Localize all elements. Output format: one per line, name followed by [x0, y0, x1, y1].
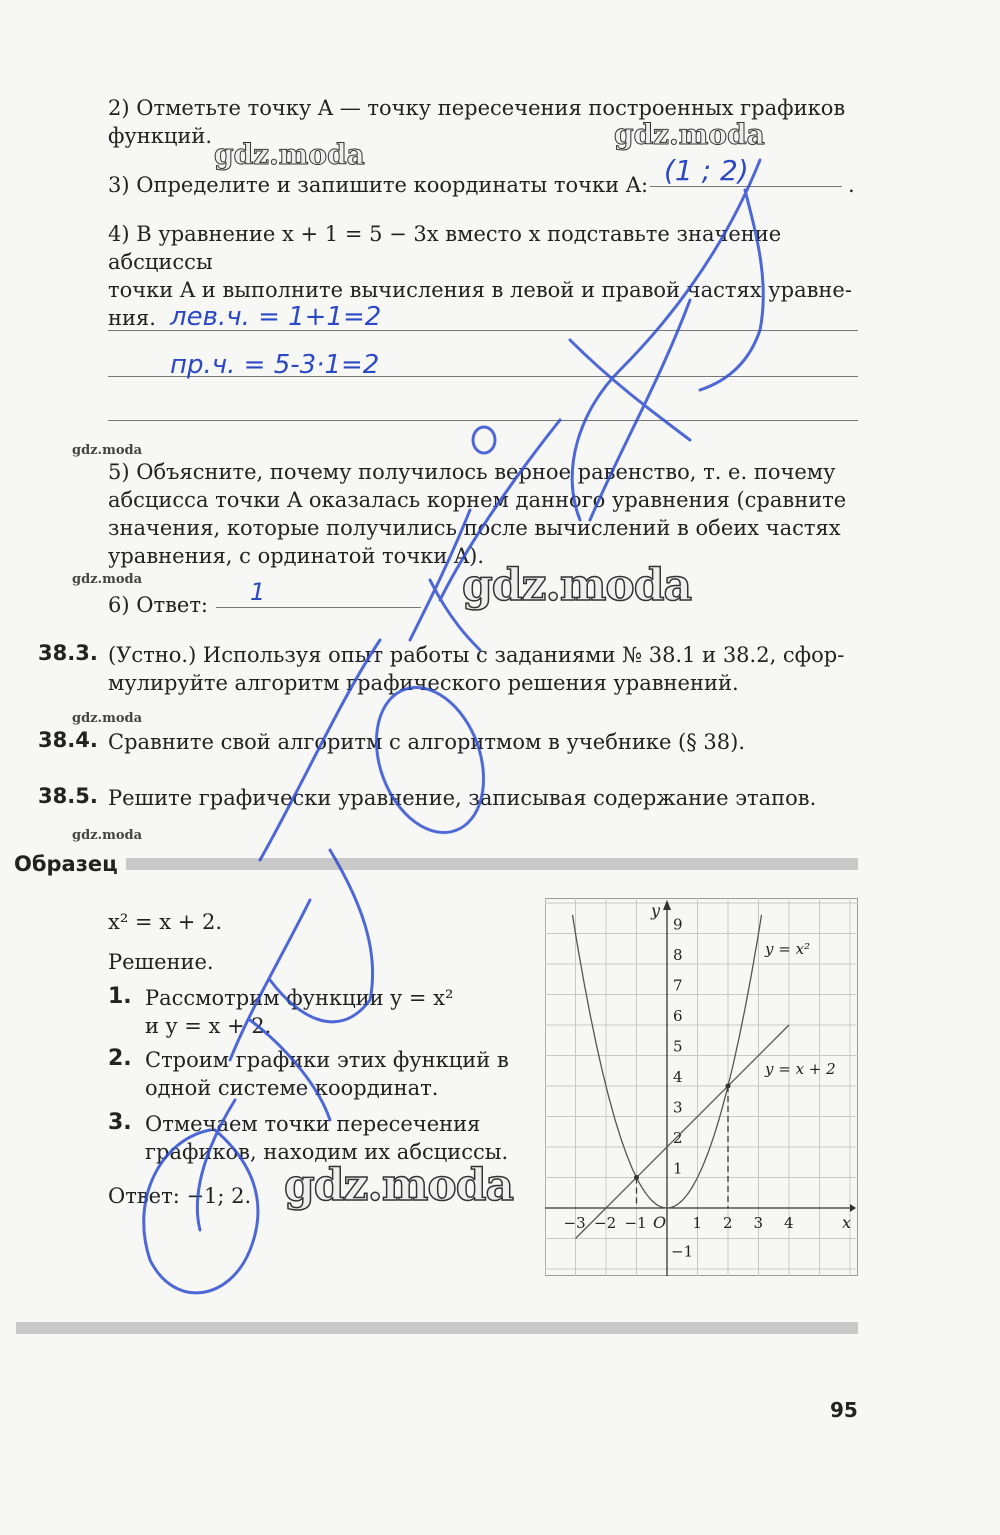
- watermark: gdz.moda: [614, 118, 765, 151]
- page-number: 95: [830, 1398, 858, 1422]
- watermark: gdz.moda: [72, 572, 143, 587]
- watermark: gdz.moda: [72, 443, 143, 458]
- watermark: gdz.moda: [284, 1160, 514, 1211]
- step-line: графиков, находим их абсциссы.: [145, 1140, 509, 1164]
- x-tick-label: 2: [723, 1214, 733, 1232]
- x-tick-label: 3: [753, 1214, 764, 1232]
- sample-answer: Ответ: −1; 2.: [108, 1184, 252, 1208]
- scribble-stroke: [590, 300, 690, 520]
- step5-line1: 5) Объясните, почему получилось верное равенство, т. е. почему: [108, 460, 836, 484]
- step5-line2: абсцисса точки A оказалась корнем данного уравнения (сравните: [108, 488, 847, 512]
- x-tick-label: −1: [624, 1214, 647, 1232]
- origin-label: O: [653, 1213, 667, 1232]
- y-tick-label: 8: [673, 946, 683, 964]
- y-tick-label: −1: [671, 1242, 694, 1261]
- scribble-stroke: [260, 640, 380, 860]
- step-line: Рассмотрим функции y = x²: [145, 986, 454, 1010]
- x-tick-label: 1: [692, 1214, 703, 1232]
- scribble-stroke: [250, 1020, 330, 1120]
- x-tick-label: −3: [563, 1214, 586, 1232]
- y-tick-label: 3: [673, 1098, 683, 1117]
- handwritten-answer: 1: [250, 578, 266, 606]
- step2-line1: 2) Отметьте точку A — точку пересечения построенных графиков: [108, 96, 846, 120]
- handwritten-right-side: пр.ч. = 5-3·1=2: [170, 350, 380, 380]
- sample-equation: x² = x + 2.: [108, 910, 223, 934]
- step-number: 1.: [108, 984, 132, 1009]
- exercise-line: мулируйте алгоритм графического решения уравнений.: [108, 671, 739, 695]
- y-tick-label: 9: [673, 915, 683, 934]
- y-tick-label: 2: [673, 1129, 683, 1147]
- y-tick-label: 4: [673, 1068, 683, 1086]
- sample-solution-label: Решение.: [108, 950, 214, 974]
- exercise-line: (Устно.) Используя опыт работы с заданиями № 38.1 и 38.2, сфор-: [108, 643, 845, 667]
- sample-title: Образец: [14, 852, 126, 876]
- y-axis-label: y: [651, 901, 661, 920]
- step4-line3: ния.: [108, 306, 156, 330]
- period: .: [848, 173, 855, 197]
- exercise-number: 38.4.: [38, 728, 98, 752]
- exercise-38-5: Решите графически уравнение, записывая содержание этапов.: [108, 786, 817, 810]
- step-number: 3.: [108, 1110, 132, 1135]
- y-tick-label: 5: [673, 1037, 683, 1056]
- watermark: gdz.moda: [72, 828, 143, 843]
- scribble-stroke: [570, 340, 690, 440]
- x-axis-label: x: [842, 1213, 852, 1232]
- step-number: 2.: [108, 1046, 132, 1071]
- line-label: y = x + 2: [765, 1060, 836, 1078]
- scribble-stroke: [430, 580, 480, 650]
- exercise-38-4: Сравните свой алгоритм с алгоритмом в учебнике (§ 38).: [108, 730, 746, 754]
- step5-line3: значения, которые получились после вычислений в обеих частях: [108, 516, 841, 540]
- step3-text: 3) Определите и запишите координаты точки A:: [108, 173, 649, 197]
- step2-line2: функций.: [108, 124, 213, 148]
- scribble-stroke: [440, 420, 560, 600]
- exercise-number: 38.3.: [38, 641, 98, 665]
- y-tick-label: 7: [673, 976, 683, 995]
- handwritten-left-side: лев.ч. = 1+1=2: [170, 302, 382, 332]
- step6-text: 6) Ответ:: [108, 593, 209, 617]
- exercise-number: 38.5.: [38, 784, 98, 808]
- step4-line2: точки A и выполните вычисления в левой и правой частях уравне-: [108, 278, 852, 302]
- y-tick-label: 6: [673, 1007, 683, 1025]
- watermark: gdz.moda: [462, 560, 692, 611]
- scribble-stroke: [410, 510, 470, 640]
- handwritten-coordinates: (1 ; 2): [664, 154, 749, 187]
- parabola-label: y = x²: [765, 940, 811, 958]
- scribble-stroke: [144, 1130, 258, 1293]
- x-tick-label: −2: [594, 1214, 617, 1232]
- step5-line4: уравнения, с ординатой точки A).: [108, 544, 485, 568]
- scribble-stroke: [572, 160, 760, 520]
- step-line: Строим графики этих функций в: [145, 1048, 509, 1072]
- scribble-stroke: [473, 427, 495, 453]
- scribble-stroke: [197, 1100, 235, 1230]
- step-line: Отмечаем точки пересечения: [145, 1112, 481, 1136]
- y-tick-label: 1: [673, 1159, 683, 1178]
- watermark: gdz.moda: [214, 138, 365, 171]
- scribble-stroke: [270, 850, 373, 1022]
- step4-line1: 4) В уравнение x + 1 = 5 − 3x вместо x подставьте значение абсциссы: [108, 222, 782, 274]
- step-line: и y = x + 2.: [145, 1014, 272, 1038]
- x-tick-label: 4: [784, 1214, 794, 1232]
- step-line: одной системе координат.: [145, 1076, 439, 1100]
- scribble-stroke: [357, 672, 502, 847]
- watermark: gdz.moda: [72, 711, 143, 726]
